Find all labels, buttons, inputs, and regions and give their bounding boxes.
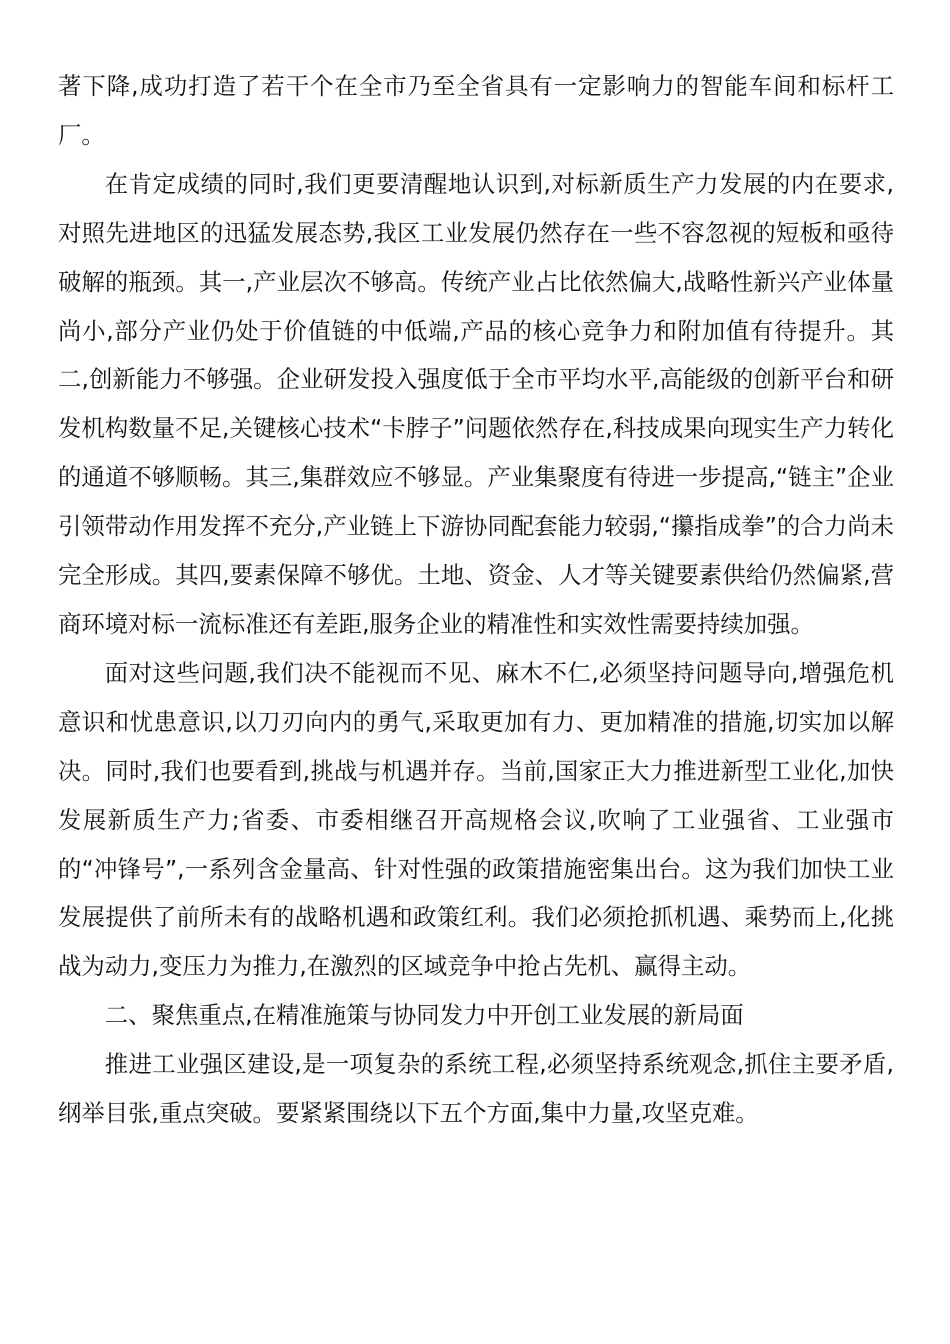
section-heading: 二、聚焦重点,在精准施策与协同发力中开创工业发展的新局面	[104, 1001, 744, 1030]
paragraph-continuation: 著下降,成功打造了若干个在全市乃至全省具有一定影响力的智能车间和标杆工厂。	[58, 72, 894, 149]
document-page	[58, 62, 894, 1138]
paragraph-intro: 推进工业强区建设,是一项复杂的系统工程,必须坚持系统观念,抓住主要矛盾,纲举目张,重点突破。要紧紧围绕以下五个方面,集中力量,攻坚克难。	[58, 1050, 894, 1128]
paragraph-opportunities: 面对这些问题,我们决不能视而不见、麻木不仁,必须坚持问题导向,增强危机意识和忧患意识,以刀刃向内的勇气,采取更加有力、更加精准的措施,切实加以解决。同时,我们也要看到,挑战与机遇并存。当前,国家正大力推进新型工业化,加快发展新质生产力;省委、市委相继召开高规格会议,吹响了工业强省、工业强市的“冲锋号”,一系列含金量高、针对性强的政策措施密集出台。这为我们加快工业发展提供了前所未有的战略机遇和政策红利。我们必须抢抓机遇、乘势而上,化挑战为动力,变压力为推力,在激烈的区域竞争中抢占先机、赢得主动。	[58, 658, 894, 981]
paragraph-shortcomings: 在肯定成绩的同时,我们更要清醒地认识到,对标新质生产力发展的内在要求,对照先进地区的迅猛发展态势,我区工业发展仍然存在一些不容忽视的短板和亟待破解的瓶颈。其一,产业层次不够高。传统产业占比依然偏大,战略性新兴产业体量尚小,部分产业仍处于价值链的中低端,产品的核心竞争力和附加值有待提升。其二,创新能力不够强。企业研发投入强度低于全市平均水平,高能级的创新平台和研发机构数量不足,关键核心技术“卡脖子”问题依然存在,科技成果向现实生产力转化的通道不够顺畅。其三,集群效应不够显。产业集聚度有待进一步提高,“链主”企业引领带动作用发挥不充分,产业链上下游协同配套能力较弱,“攥指成拳”的合力尚未完全形成。其四,要素保障不够优。土地、资金、人才等关键要素供给仍然偏紧,营商环境对标一流标准还有差距,服务企业的精准性和实效性需要持续加强。	[58, 169, 894, 638]
